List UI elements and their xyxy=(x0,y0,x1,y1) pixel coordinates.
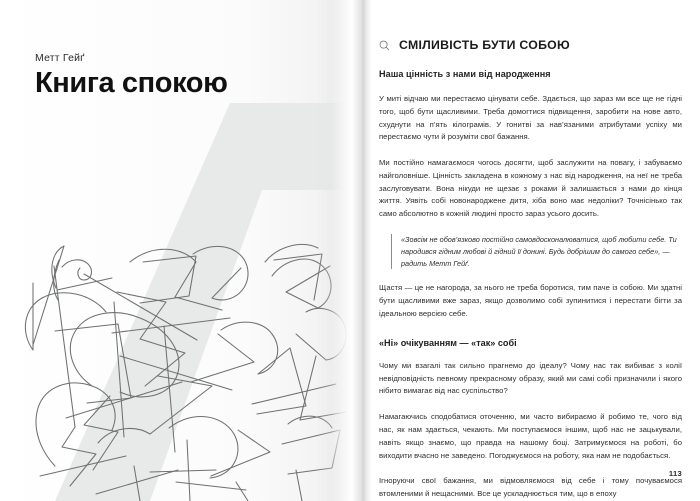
section-subheading: «Ні» очікуванням — «так» собі xyxy=(379,337,517,348)
page-number: 113 xyxy=(668,469,682,478)
author-name: Метт Гейґ xyxy=(35,52,85,64)
paragraph: Чому ми взагалі так сильно прагнемо до ідеалу? Чому нас так вибиває з колії невідповідність певному прекрасному образу, який ми самі собі призначили і якого нібито вимагає від нас суспільство? xyxy=(379,360,682,396)
book-title: Книга спокою xyxy=(35,67,228,99)
chapter-heading xyxy=(379,38,682,52)
pull-quote: «Зовсім не обов’язково постійно самовдосконалюватися, щоб любити себе. Ти народився гідним любові й гідний її донині. Будь добрішим до самого себе», — радить Метт Гейґ. xyxy=(391,234,682,269)
paragraph: Ми постійно намагаємося чогось досягти, щоб заслужити на повагу, і забуваємо найголовніше. Цінність закладена в кожному з нас від народження, на неї не треба заслуговувати. Вона нікуди не щезає з роками й залишається з нами до кінця життя. Уявіть собі новонароджене дитя, хіба воно має недоліки? Точнісінько так само абсолютно в кожній людині просто зараз усього досить. xyxy=(379,158,682,219)
paragraph: Намагаючись сподобатися оточенню, ми часто вибираємо й робимо те, чого від нас, як нам здається, чекають. Ми поступаємося іншим, щоб нас не зацькували, навіть якщо знаємо, що правда на нашому боці. Затримуємося на роботі, бо виходити вчасно не заведено. Погоджуємося на роботу, яка нам не подобається. xyxy=(379,412,682,460)
chapter-heading-label: СМІЛИВІСТЬ БУТИ СОБОЮ xyxy=(399,38,570,52)
right-page-text xyxy=(372,0,700,501)
page-content xyxy=(379,38,682,501)
paragraph: Ігноруючи свої бажання, ми відмовляємося від себе і тому почуваємося втомленими й нещасними. Все це ускладнюється тим, що в епоху xyxy=(379,476,682,499)
book-gutter xyxy=(352,0,372,501)
paragraph: У миті відчаю ми перестаємо цінувати себе. Здається, що зараз ми все ще не гідні того, щоб бути щасливими. Треба домогтися підвищення, заробити на нове авто, схуднути на п’ять кілограмів. У гонитві за нав’язаними атрибутами успіху ми перестаємо чути й розуміти свої бажання. xyxy=(379,94,682,142)
cover-text-block xyxy=(35,52,325,99)
section-subtitle: Наша цінність з нами від народження xyxy=(379,69,551,79)
paragraph: Щастя — це не нагорода, за нього не треба боротися, тим паче із собою. Ми здатні бути щасливими вже зараз, якщо дозволимо собі зупинитися і перестати бігти за ідеальною версією себе. xyxy=(379,283,682,319)
search-icon xyxy=(379,40,390,51)
